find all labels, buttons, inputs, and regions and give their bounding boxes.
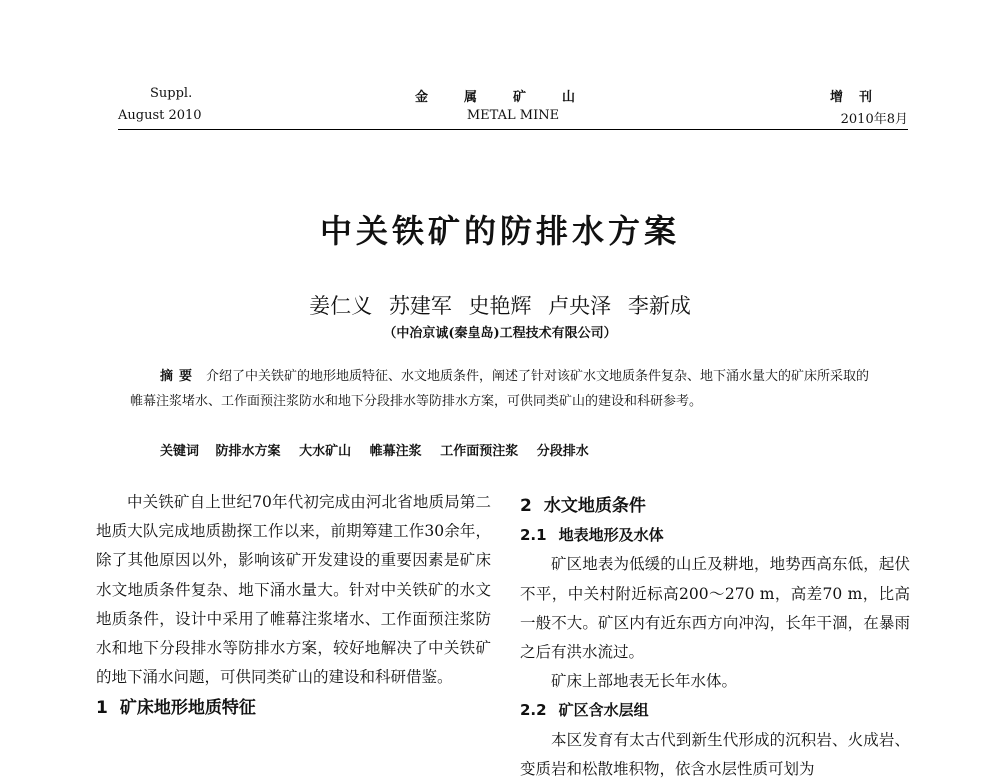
keyword-item: 工作面预注浆 [440,444,519,459]
section-2-1-heading: 2.1 地表地形及水体 [520,526,664,545]
section-2-1-paragraph: 矿区地表为低缓的山丘及耕地，地势西高东低，起伏不平，中关村附近标高200～270 m，高差70 m，比高一般不大。矿区内有近东西方向冲沟，长年干涸，在暴雨之后有洪水流过。 [520,555,910,662]
header-journal-cn: 金属矿山 [414,90,611,105]
keywords [160,440,880,459]
keywords-label: 关键词 [160,444,200,459]
header-date-cn: 2010年8月 [840,112,908,127]
paper-affiliation: （中冶京诚(秦皇岛)工程技术有限公司） [383,326,617,341]
abstract-label: 摘要 [160,369,199,384]
abstract [130,364,880,414]
header-issue-cn: 增刊 [829,90,888,105]
keyword-item: 防排水方案 [215,444,281,459]
paper-authors: 姜仁义 苏建军 史艳辉 卢央泽 李新成 [309,294,691,318]
page-header [118,86,908,126]
header-date-en: August 2010 [118,108,202,123]
header-suppl: Suppl. [150,86,193,101]
header-journal-en: METAL MINE [466,108,560,123]
section-1-heading: 1 矿床地形地质特征 [96,698,256,719]
section-2-2-heading: 2.2 矿区含水层组 [520,701,649,720]
abstract-text: 介绍了中关铁矿的地形地质特征、水文地质条件，阐述了针对该矿水文地质条件复杂、地下涌水量大的矿床所采取的帷幕注浆堵水、工作面预注浆防水和地下分段排水等防排水方案，可供同类矿山的建设和科研参考。 [130,369,870,409]
keyword-item: 大水矿山 [299,444,352,459]
left-column [96,488,491,724]
keyword-item: 帷幕注浆 [369,444,422,459]
right-column [520,492,910,784]
keyword-item: 分段排水 [536,444,589,459]
header-rule [118,129,908,130]
section-2-heading: 2 水文地质条件 [520,496,646,516]
section-2-2-paragraph: 本区发育有太古代到新生代形成的沉积岩、火成岩、变质岩和松散堆积物，依含水层性质可划为 [520,730,910,778]
intro-paragraph: 中关铁矿自上世纪70年代初完成由河北省地质局第二地质大队完成地质勘探工作以来，前期筹建工作30余年，除了其他原因以外，影响该矿开发建设的重要因素是矿床水文地质条件复杂、地下涌水量大。针对中关铁矿的水文地质条件，设计中采用了帷幕注浆堵水、工作面预注浆防水和地下分段排水等防排水方案，较好地解决了中关铁矿的地下涌水问题，可供同类矿山的建设和科研借鉴。 [96,493,491,687]
section-2-1-paragraph-2: 矿床上部地表无长年水体。 [551,672,738,691]
paper-title: 中关铁矿的防排水方案 [319,212,680,250]
